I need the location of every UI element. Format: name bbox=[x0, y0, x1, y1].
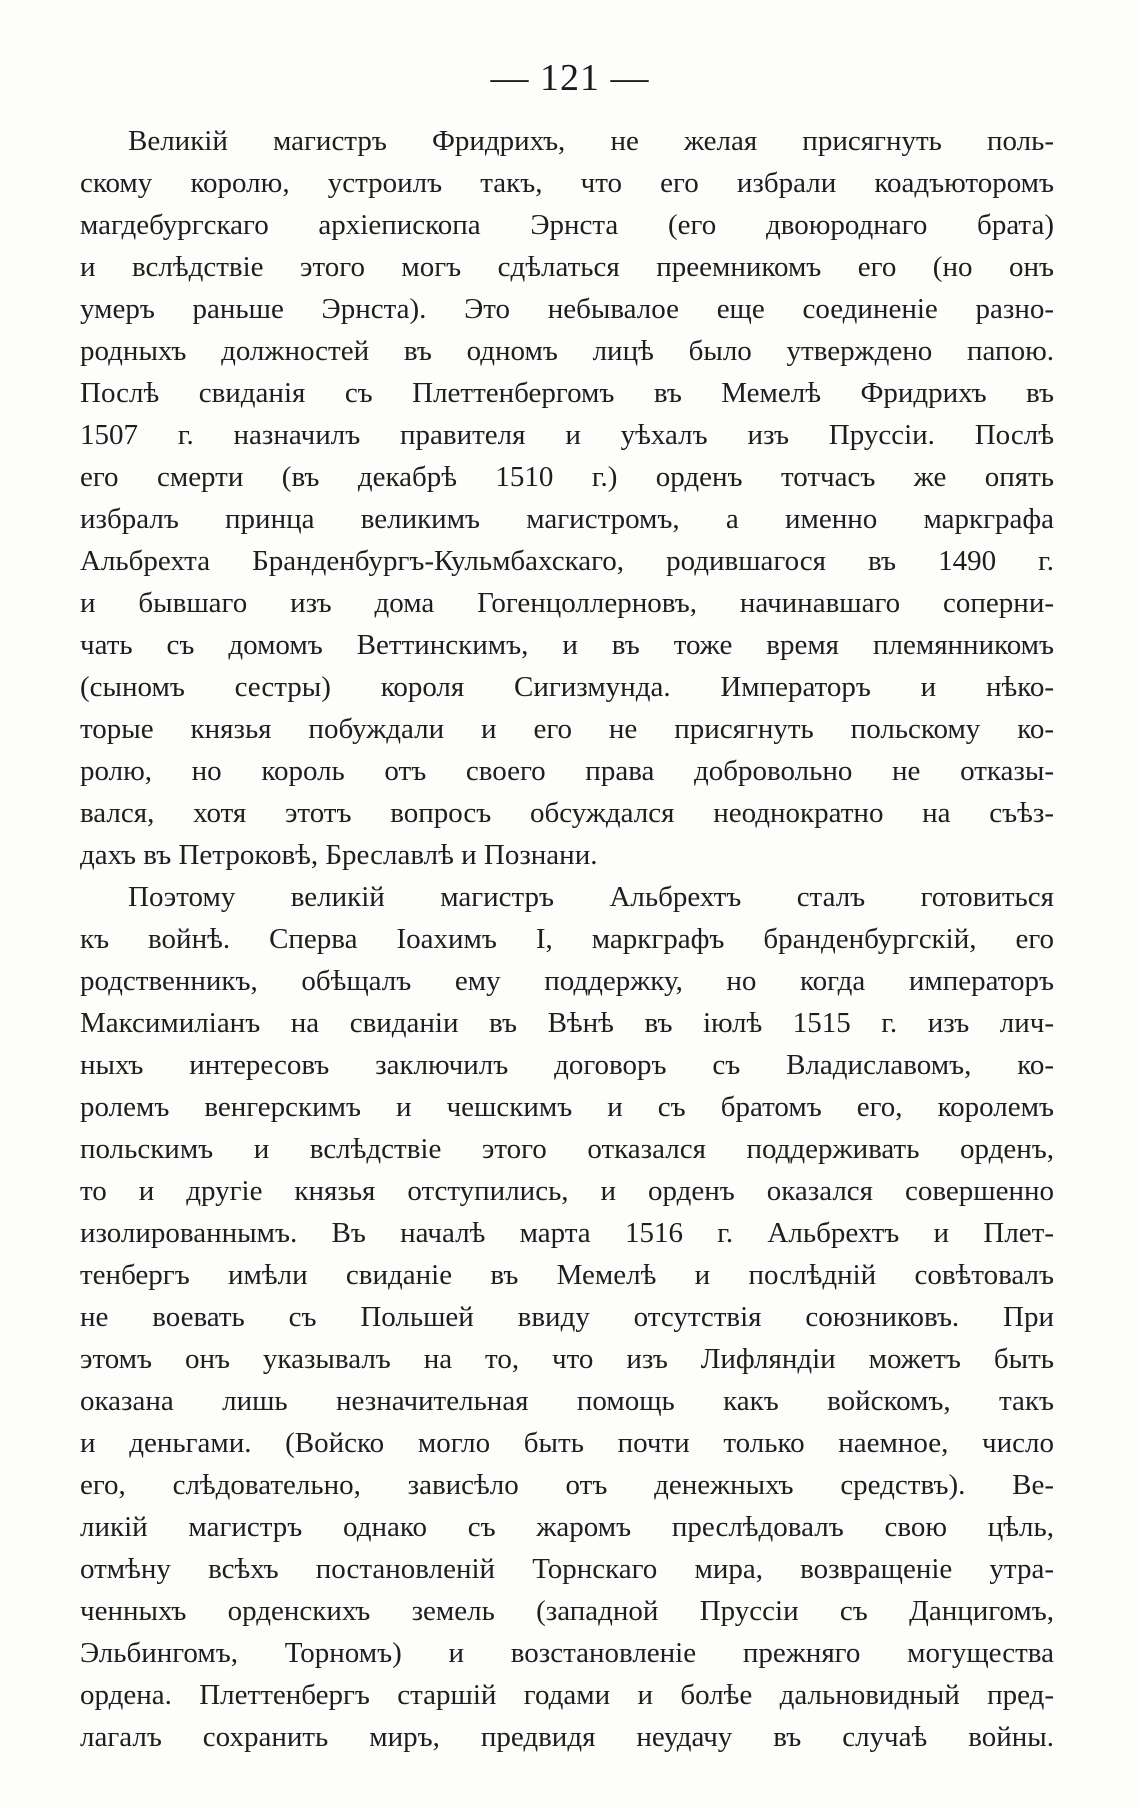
text-line: ченныхъ орденскихъ земель (западной Пруссіи съ Данцигомъ, bbox=[80, 1595, 1054, 1627]
page-number: — 121 — bbox=[490, 57, 650, 99]
text-line: лагалъ сохранить миръ, предвидя неудачу въ случаѣ войны. bbox=[80, 1721, 1054, 1753]
text-line: ликій магистръ однако съ жаромъ преслѣдовалъ свою цѣль, bbox=[80, 1511, 1054, 1543]
text-line: ролю, но король отъ своего права добровольно не отказы- bbox=[80, 755, 1054, 787]
text-line: магдебургскаго архіепископа Эрнста (его двоюроднаго брата) bbox=[80, 209, 1054, 241]
text-line: его, слѣдовательно, зависѣло отъ денежныхъ средствъ). Ве- bbox=[80, 1469, 1054, 1501]
text-line: ролемъ венгерскимъ и чешскимъ и съ братомъ его, королемъ bbox=[80, 1091, 1054, 1123]
text-line: и вслѣдствіе этого могъ сдѣлаться преемникомъ его (но онъ bbox=[80, 251, 1054, 283]
text-line: Поэтому великій магистръ Альбрехтъ сталъ готовиться bbox=[128, 881, 1054, 913]
paragraph-2 bbox=[80, 876, 1054, 1758]
paragraph-1 bbox=[80, 120, 1054, 876]
text-line: и деньгами. (Войско могло быть почти только наемное, число bbox=[80, 1427, 1054, 1459]
text-line: дахъ въ Петроковѣ, Бреславлѣ и Познани. bbox=[80, 839, 598, 871]
text-line: польскимъ и вслѣдствіе этого отказался поддерживать орденъ, bbox=[80, 1133, 1054, 1165]
text-line: изолированнымъ. Въ началѣ марта 1516 г. Альбрехтъ и Плет- bbox=[80, 1217, 1054, 1249]
text-line: этомъ онъ указывалъ на то, что изъ Лифляндіи можетъ быть bbox=[80, 1343, 1054, 1375]
text-line: 1507 г. назначилъ правителя и уѣхалъ изъ Пруссіи. Послѣ bbox=[80, 419, 1054, 451]
text-line: (сыномъ сестры) короля Сигизмунда. Императоръ и нѣко- bbox=[80, 671, 1054, 703]
text-line: Эльбингомъ, Торномъ) и возстановленіе прежняго могущества bbox=[80, 1637, 1054, 1669]
text-line: тенбергъ имѣли свиданіе въ Мемелѣ и послѣдній совѣтовалъ bbox=[80, 1259, 1054, 1291]
text-line: къ войнѣ. Сперва Іоахимъ I, маркграфъ бранденбургскій, его bbox=[80, 923, 1054, 955]
text-line: его смерти (въ декабрѣ 1510 г.) орденъ тотчасъ же опять bbox=[80, 461, 1054, 493]
text-line: Максимиліанъ на свиданіи въ Вѣнѣ въ іюлѣ 1515 г. изъ лич- bbox=[80, 1007, 1054, 1039]
text-line: оказана лишь незначительная помощь какъ войскомъ, такъ bbox=[80, 1385, 1054, 1417]
text-line: чать съ домомъ Веттинскимъ, и въ тоже время племянникомъ bbox=[80, 629, 1054, 661]
text-line: Послѣ свиданія съ Плеттенбергомъ въ Мемелѣ Фридрихъ въ bbox=[80, 377, 1054, 409]
text-line: избралъ принца великимъ магистромъ, а именно маркграфа bbox=[80, 503, 1054, 535]
text-line: вался, хотя этотъ вопросъ обсуждался неоднократно на съѣз- bbox=[80, 797, 1054, 829]
text-line: скому королю, устроилъ такъ, что его избрали коадъюторомъ bbox=[80, 167, 1054, 199]
text-line: не воевать съ Польшей ввиду отсутствія союзниковъ. При bbox=[80, 1301, 1054, 1333]
text-line: то и другіе князья отступились, и орденъ оказался совершенно bbox=[80, 1175, 1054, 1207]
text-line: родственникъ, обѣщалъ ему поддержку, но когда императоръ bbox=[80, 965, 1054, 997]
text-line: отмѣну всѣхъ постановленій Торнскаго мира, возвращеніе утра- bbox=[80, 1553, 1054, 1585]
body-text bbox=[80, 120, 1054, 1758]
text-line: умеръ раньше Эрнста). Это небывалое еще соединеніе разно- bbox=[80, 293, 1054, 325]
text-line: и бывшаго изъ дома Гогенцоллерновъ, начинавшаго соперни- bbox=[80, 587, 1054, 619]
text-line: ордена. Плеттенбергъ старшій годами и болѣе дальновидный пред- bbox=[80, 1679, 1054, 1711]
text-line: ныхъ интересовъ заключилъ договоръ съ Владиславомъ, ко- bbox=[80, 1049, 1054, 1081]
text-line: родныхъ должностей въ одномъ лицѣ было утверждено папою. bbox=[80, 335, 1054, 367]
text-line: Великій магистръ Фридрихъ, не желая присягнуть поль- bbox=[128, 125, 1054, 157]
text-line: торые князья побуждали и его не присягнуть польскому ко- bbox=[80, 713, 1054, 745]
text-line: Альбрехта Бранденбургъ-Кульмбахскаго, родившагося въ 1490 г. bbox=[80, 545, 1054, 577]
